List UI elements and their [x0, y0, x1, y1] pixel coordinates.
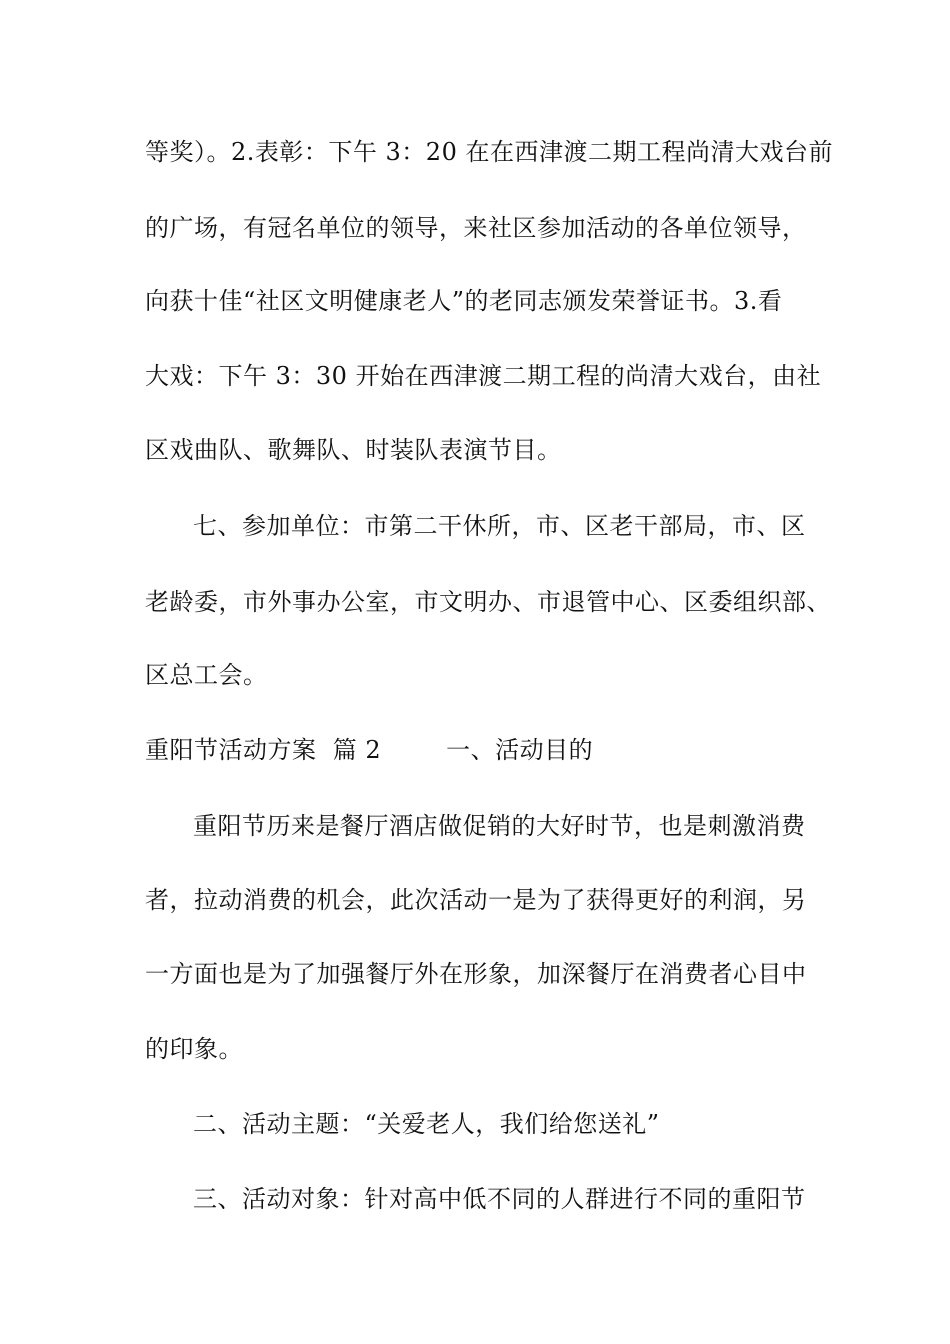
paragraph-line: 的印象。 [145, 1035, 243, 1063]
paragraph-line: 大戏：下午 3：30 开始在西津渡二期工程的尚清大戏台，由社 [145, 362, 822, 390]
paragraph-line: 重阳节历来是餐厅酒店做促销的大好时节，也是刺激消费 [193, 812, 806, 840]
paragraph-line: 区总工会。 [145, 661, 268, 689]
paragraph-line: 二、活动主题：“关爱老人，我们给您送礼” [193, 1110, 660, 1138]
paragraph-line: 等奖）。2.表彰：下午 3：20 在在西津渡二期工程尚清大戏台前 [145, 138, 833, 166]
paragraph-line: 一方面也是为了加强餐厅外在形象，加深餐厅在消费者心目中 [145, 960, 807, 988]
paragraph-line: 的广场，有冠名单位的领导，来社区参加活动的各单位领导， [145, 214, 807, 242]
paragraph-line: 七、参加单位：市第二干休所，市、区老干部局，市、区 [193, 512, 806, 540]
paragraph-line: 者，拉动消费的机会，此次活动一是为了获得更好的利润，另 [145, 886, 807, 914]
paragraph-line: 向获十佳“社区文明健康老人”的老同志颁发荣誉证书。3.看 [145, 287, 783, 315]
paragraph-line: 区戏曲队、歌舞队、时装队表演节目。 [145, 436, 562, 464]
paragraph-line: 老龄委，市外事办公室，市文明办、市退管中心、区委组织部、 [145, 588, 831, 616]
paragraph-line: 三、活动对象：针对高中低不同的人群进行不同的重阳节 [193, 1185, 806, 1213]
section-heading: 重阳节活动方案 篇 2 一、活动目的 [145, 736, 594, 764]
